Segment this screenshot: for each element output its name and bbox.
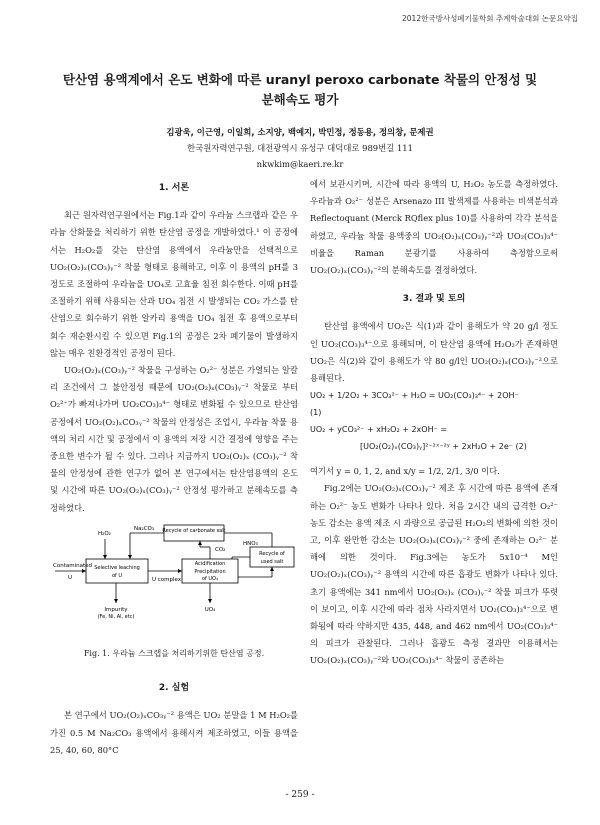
label-acidification: Acidification — [194, 560, 226, 567]
label-precipitation-2: of UO₄ — [201, 575, 219, 582]
intro-paragraph-1: 최근 원자력연구원에서는 Fig.1과 같이 우라늄 스크랩과 같은 우라늄 산화물을 처리하기 위한 탄산염 공정을 개발하였다.¹ 이 공정에서는 H₂O₂를 갖는 탄산염 용액에서 우라늄만을 선택적으로 UO₂(O₂)ₓ(CO₃)ᵧ⁻² 착물 형태로 용해하고, 이후 이 용액의 pH를 3 정도로 조절하여 우라늄을 UO₄로 고효율 침전 회수한다. 이때 pH를 조절하기 위해 사용되는 산과 UO₄ 침전 시 발생되는 CO₂ 가스를 탄산염으로 회수하기 위한 알카리 용액을 UO₄ 침전 후 용액으로부터 회수 재순환시킬 수 있으면 Fig.1의 공정은 2차 폐기물이 발생하지 않는 매우 친환경적인 공정이 된다. — [50, 210, 298, 358]
label-impurity-list: (Fe, Ni, Al, etc) — [97, 613, 135, 620]
equation-2-part-a: UO₂ + yCO₃²⁻ + xH₂O₂ + 2xOH⁻ = — [310, 425, 448, 435]
label-uo4: UO₄ — [204, 606, 216, 613]
running-header: 2012한국방사성폐기물학회 추계학술대회 논문요약집 — [402, 14, 578, 23]
intro-paragraph-2: UO₂(O₂)ₓ(CO₃)ᵧ⁻² 착물을 구성하는 O₂²⁻ 성분은 가열되는 알칼리 조건에서 그 불안정성 때문에 UO₂(O₂)ₓ(CO₃)ᵧ⁻² 착물로 부터 O₂²⁻가 빠져나가며 UO₂CO₃)₃⁴⁻ 형태로 변화될 수 있으므로 탄산염 공정에서 UO₂(O₂)ₓCO₃ᵧ⁻² 착물의 안정성은 조업시, 우라늄 착물 용액의 처리 시간 및 공정에서 이 용액의 저장 시간 결정에 영향을 주는 중요한 변수가 될 수 있다. 그러나 지금까지 UO₂(O₂)ₓ (CO₃)ᵧ⁻² 착물의 안정성에 관한 연구가 없어 본 연구에서는 탄산염용액의 온도 및 시간에 따른 UO₂(O₂)ₓ(CO₃)ᵧ⁻² 안정성 평가하고 분해속도를 측정하였다. — [50, 365, 298, 513]
title-line-1: 탄산염 용액계에서 온도 변화에 따른 uranyl peroxo carbonate 착물의 안정성 및 — [62, 72, 538, 87]
equation-2-number: (2) — [515, 442, 527, 452]
label-impurity: Impurity — [104, 606, 128, 613]
title-line-2: 분해속도 평가 — [261, 92, 339, 107]
section-heading-introduction: 1. 서론 — [158, 183, 190, 193]
label-recycle-used-2: used salt — [260, 558, 284, 565]
experiment-paragraph: 본 연구에서 UO₂(O₂)ₓCO₃ᵧ⁻² 용액은 UO₂ 분말을 1 M H₂O₂를 가진 0.5 M Na₂CO₃ 용액에서 용해시켜 제조하였고, 이들 용액을 25, 40, 60, 80°C — [50, 710, 298, 755]
equation-note: 여기서 y = 0, 1, 2, and x/y = 1/2, 2/1, 3/0 이다. — [310, 466, 500, 477]
label-leaching-1: Selective leaching — [94, 564, 140, 571]
label-precipitation-1: Precipitation — [194, 568, 226, 575]
equation-2-row — [310, 438, 558, 455]
results-paragraph-1: 탄산염 용액에서 UO₂은 식(1)과 같이 용해도가 약 20 g/l 정도인 UO₂(CO₃)₃⁴⁻으로 용해되며, 이 탄산염 용액에 H₂O₂가 존재하면 UO₂은 식(2)와 같이 용해도가 약 80 g/l인 UO₂(O₂)ₓ(CO₃)ᵧ⁻²으로 용해된다. — [310, 321, 558, 384]
figure-1 — [50, 521, 298, 662]
page-number: - 259 - — [285, 790, 315, 800]
label-hno3: HNO₃ — [243, 540, 258, 547]
label-contaminated: Contaminated — [53, 562, 92, 569]
results-paragraph-2: Fig.2에는 UO₂(O₂)ₓ(CO₃)ᵧ⁻² 제조 후 시간에 따른 용액에 존재하는 O₂²⁻ 농도 변화가 나타나 있다. 처음 2시간 내의 급격한 O₂²⁻ 농도 감소는 용액 제조 시 과량으로 공급된 H₂O₂의 변화에 의한 것이고, 이후 완만한 감소는 UO₂(O₂)ₓ(CO₃)ᵧ⁻² 중에 존재하는 O₂²⁻ 분해에 의한 것이다. Fig.3에는 농도가 5x10⁻⁴ M인 UO₂(O₂)ₓ(CO₃)ᵧ⁻² 용액의 시간에 따른 흡광도 변화가 나타나 있다. 초기 용액에는 341 nm에서 UO₂(O₂)ₓ (CO₃)ᵧ⁻² 착물 피크가 뚜렷이 보이고, 이후 시간에 따라 점차 사라지면서 UO₂(CO₃)₃⁴⁻으로 변화됨에 따라 약하지만 435, 448, and 462 nm에서 UO₂(CO₃)₃⁴⁻의 피크가 관찰된다. 그러나 흡광도 측정 결과만 이용해서는 UO₂(O₂)ₓ(CO₃)ᵧ⁻²와 UO₂(CO₃)₃⁴⁻ 착물이 공존하는 — [310, 483, 558, 666]
label-na2co3: Na₂CO₃ — [134, 525, 155, 532]
affiliation: 한국원자력연구원, 대전광역시 유성구 대덕대로 989번길 111 — [187, 143, 413, 153]
section-heading-results: 3. 결과 및 토의 — [402, 294, 466, 305]
equation-1: UO₂ + 1/2O₂ + 3CO₃²⁻ + H₂O = UO₂(CO₃)₃⁴⁻ + 2OH⁻ — [310, 391, 519, 401]
email: nkwkim@kaeri.re.kr — [256, 159, 344, 169]
label-recycle-carbonate: Recycle of carbonate salt — [162, 527, 226, 534]
process-diagram — [50, 521, 298, 633]
label-u: U — [68, 574, 73, 581]
author-names: 김광욱, 이근영, 이일희, 소지양, 백예지, 박민정, 정동용, 정의창, 문제권 — [166, 127, 434, 137]
leaching-box — [86, 559, 148, 583]
label-h2o2: H₂O₂ — [98, 530, 111, 537]
author-block — [40, 124, 560, 172]
figure-1-caption: Fig. 1. 우라늄 스크랩을 처리하기위한 탄산염 공정. — [83, 649, 265, 659]
equation-2-part-b: [UO₂(O₂)ₓ(CO₃)ᵧ]²⁻²ˣ⁻²ʸ + 2xH₂O + 2e⁻ — [360, 442, 513, 452]
label-leaching-2: of U — [111, 572, 123, 579]
label-u-complex: U complex — [152, 576, 182, 583]
equation-1-number: (1) — [310, 408, 322, 418]
paper-title — [40, 70, 560, 110]
right-column — [310, 176, 558, 670]
label-co2: CO₂ — [215, 546, 226, 553]
section-heading-experiment: 2. 실험 — [158, 683, 190, 694]
experiment-continued: 에서 보관시키며, 시간에 따라 용액의 U, H₂O₂ 농도를 측정하였다. 우라늄과 O₂²⁻ 성분은 Arsenazo III 발색제를 사용하는 비색분석과 Reflectoquant (Merck RQflex plus 10)를 사용하여 각각 분석을 하였고, 우라늄 착물 용액중의 UO₂(O₂)ₓ(CO₃)ᵧ⁻²과 UO₂(CO₃)₃⁴⁻ 비율을 Raman 분광기를 사용하여 측정함으로써 UO₂(O₂)ₓ(CO₃)ᵧ⁻²의 분해속도를 결정하였다. — [310, 179, 558, 276]
label-recycle-used-1: Recycle of — [259, 550, 285, 557]
left-column — [50, 176, 298, 759]
